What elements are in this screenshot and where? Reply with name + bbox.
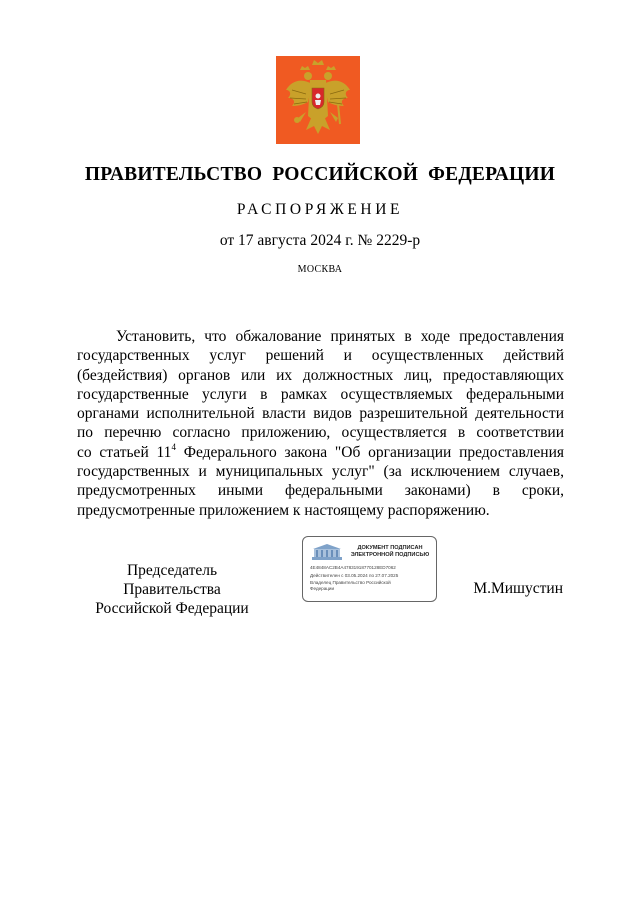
stamp-owner: Федерации <box>310 586 335 591</box>
body-line: предусмотренные приложением к настоящему распоряжению. <box>77 501 490 519</box>
stamp-title <box>347 545 433 559</box>
signatory-position-line: Российской Федерации <box>95 600 249 617</box>
signatory-position <box>77 561 267 618</box>
stamp-owner: Владелец Правительство Российской <box>310 580 391 585</box>
stamp-title-line: ЭЛЕКТРОННОЙ ПОДПИСЬЮ <box>350 552 430 558</box>
body-line: по перечню согласно приложению, осуществляется в соответствии <box>77 424 564 442</box>
signer-name: М.Мишустин <box>473 580 563 597</box>
body-line-part: Федерального закона "Об организации предоставления <box>175 443 564 461</box>
body-line: государственные услуги в рамках осуществляемых федеральными <box>77 385 564 403</box>
stamp-validity: Действителен с 03.05.2024 по 27.07.2025 <box>310 573 399 578</box>
russian-coat-of-arms-icon <box>276 56 360 144</box>
document-city: МОСКВА <box>297 264 343 275</box>
body-line-part: со статьей 11 <box>77 443 172 461</box>
body-line: органами исполнительной власти видов разрешительной деятельности <box>77 405 564 423</box>
body-line: государственных и муниципальных услуг" (за исключением случаев, <box>77 463 564 481</box>
body-line: Установить, что обжалование принятых в ходе предоставления <box>116 328 564 345</box>
body-line: предусмотренных иными федеральными законами) в сроки, <box>77 482 564 500</box>
body-line: государственных услуг решений и осуществленных действий <box>77 347 564 365</box>
electronic-signature-stamp <box>302 536 437 602</box>
article-superscript: 4 <box>171 441 176 452</box>
stamp-certificate: 4E4848AC2B4A47831918770128ED7062 <box>310 565 396 570</box>
signatory-position-line: Председатель Правительства <box>123 562 221 598</box>
document-date-number: от 17 августа 2024 г. № 2229-р <box>219 232 421 249</box>
government-building-icon <box>310 543 344 561</box>
body-line: (бездействия) органов или их должностных лиц, предоставляющих <box>77 366 564 384</box>
government-title: ПРАВИТЕЛЬСТВО РОССИЙСКОЙ ФЕДЕРАЦИИ <box>84 164 556 185</box>
document-type: РАСПОРЯЖЕНИЕ <box>236 201 404 218</box>
coat-of-arms-emblem <box>276 56 360 144</box>
body-line-with-superscript <box>77 443 564 462</box>
stamp-title-line: ДОКУМЕНТ ПОДПИСАН <box>357 545 423 551</box>
order-body-text <box>77 327 564 520</box>
